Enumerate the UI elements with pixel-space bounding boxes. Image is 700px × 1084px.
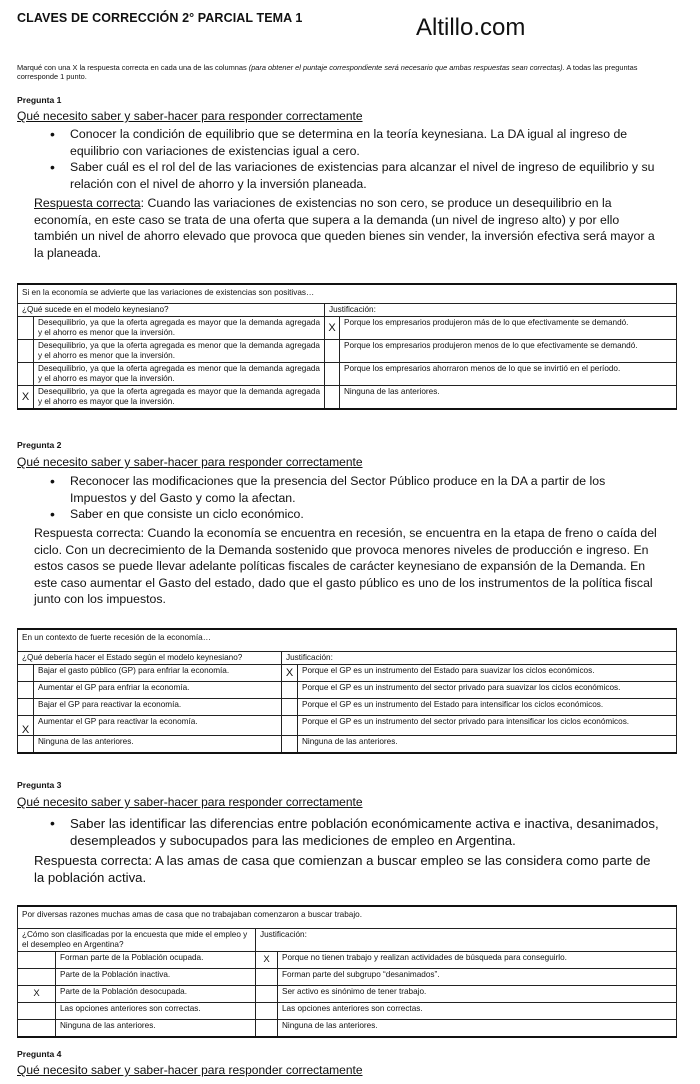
table-row — [18, 340, 677, 363]
answer-checkbox[interactable] — [18, 736, 34, 753]
justification-checkbox[interactable] — [282, 736, 298, 753]
question-1-answer — [34, 195, 664, 261]
option-text: Desequilibrio, ya que la oferta agregada es menor que la demanda agregada y el ahorro es menor que la inversión. — [34, 340, 325, 363]
table-row — [18, 665, 677, 682]
answer-checkbox[interactable] — [18, 682, 34, 699]
justification-checkbox[interactable] — [325, 340, 340, 363]
bullet-item: • Saber cuál es el rol del de las variaciones de existencias para alcanzar el nivel de ingreso de equilibrio y su relación con el nivel de ahorro y la inversión planeada. — [34, 159, 664, 192]
instructions-lead: Marqué con una X la respuesta correcta en cada una de las columnas — [17, 63, 247, 72]
justification-text: Porque no tienen trabajo y realizan actividades de búsqueda para conseguirlo. — [278, 952, 677, 969]
instructions-tail: A todas las preguntas corresponde 1 punto. — [17, 63, 638, 81]
answer-checkbox[interactable] — [18, 969, 56, 986]
justification-checkbox[interactable] — [325, 386, 340, 410]
justification-text: Ninguna de las anteriores. — [278, 1020, 677, 1037]
table-stem: Si en la economía se advierte que las variaciones de existencias son positivas… — [18, 284, 677, 304]
question-2-bullets — [34, 473, 664, 523]
option-text: Ninguna de las anteriores. — [34, 736, 282, 753]
bullet-item: • Conocer la condición de equilibrio que se determina en la teoría keynesiana. La DA igual al ingreso de equilibrio con variaciones de existencias igual a cero. — [34, 126, 664, 159]
answer-text: : Cuando las variaciones de existencias no son cero, se produce un desequilibrio en la economía, en este caso se trata de una oferta que supera a la demanda (un nivel de ingreso alto) y por ello también un nivel de ahorro elevado que provoca que queden bienes sin vender, la inversión efectiva será mayor a la planeada. — [34, 196, 655, 260]
justification-checkbox[interactable] — [282, 716, 298, 736]
justification-checkbox[interactable] — [256, 969, 278, 986]
answer-label: Respuesta correcta — [34, 196, 141, 210]
justification-text: Porque el GP es un instrumento del Estado para intensificar los ciclos económicos. — [298, 699, 677, 716]
justification-text: Ninguna de las anteriores. — [340, 386, 677, 410]
justification-text: Porque el GP es un instrumento del sector privado para suavizar los ciclos económicos. — [298, 682, 677, 699]
bullet-item: • Saber en que consiste un ciclo económico. — [34, 506, 664, 523]
option-text: Ninguna de las anteriores. — [56, 1020, 256, 1037]
question-2-answer: Respuesta correcta: Cuando la economía se encuentra en recesión, se encuentra en la etapa de freno o caída del ciclo. Con un decrecimiento de la Demanda sostenido que provoca menores niveles de producción e ingreso. En estos casos se puede llevar adelante políticas fiscales de carácter keynesiano de expansión de la Demanda. En este caso aumentar el Gasto del estado, dado que el gasto público es uno de los instrumentos de la política fiscal junto con los impuestos. — [34, 526, 657, 606]
table-row — [18, 386, 677, 410]
option-text: Aumentar el GP para enfriar la economía. — [34, 682, 282, 699]
justification-checkbox[interactable] — [256, 1003, 278, 1020]
option-text: Aumentar el GP para reactivar la economía. — [34, 716, 282, 736]
brand-logo-text: Altillo.com — [416, 14, 526, 41]
answer-checkbox[interactable] — [18, 1003, 56, 1020]
instructions — [17, 63, 677, 81]
justification-checkbox[interactable]: X — [256, 952, 278, 969]
question-4-label: Pregunta 4 — [17, 1049, 62, 1059]
answer-checkbox[interactable] — [18, 1020, 56, 1037]
answer-checkbox[interactable] — [18, 952, 56, 969]
question-2-table — [17, 628, 677, 754]
justification-checkbox[interactable] — [256, 986, 278, 1003]
answer-checkbox[interactable]: X — [18, 986, 56, 1003]
table-col2-header: Justificación: — [325, 304, 677, 317]
document-title: CLAVES DE CORRECCIÓN 2° PARCIAL TEMA 1 — [17, 11, 303, 25]
question-2-heading: Qué necesito saber y saber-hacer para responder correctamente — [17, 455, 363, 469]
table-col2-header: Justificación: — [256, 929, 677, 952]
table-row — [18, 716, 677, 736]
option-text: Las opciones anteriores son correctas. — [56, 1003, 256, 1020]
answer-checkbox[interactable] — [18, 363, 34, 386]
answer-checkbox[interactable]: X — [18, 716, 34, 736]
justification-text: Porque el GP es un instrumento del sector privado para intensificar los ciclos económicos. — [298, 716, 677, 736]
table-col1-header: ¿Qué sucede en el modelo keynesiano? — [18, 304, 325, 317]
justification-checkbox[interactable]: X — [282, 665, 298, 682]
table-row — [18, 1003, 677, 1020]
table-row — [18, 682, 677, 699]
option-text: Bajar el GP para reactivar la economía. — [34, 699, 282, 716]
table-col1-header: ¿Qué debería hacer el Estado según el modelo keynesiano? — [18, 652, 282, 665]
question-2-label: Pregunta 2 — [17, 440, 62, 450]
answer-checkbox[interactable] — [18, 665, 34, 682]
table-col2-header: Justificación: — [282, 652, 677, 665]
justification-checkbox[interactable]: X — [325, 317, 340, 340]
question-3-heading: Qué necesito saber y saber-hacer para responder correctamente — [17, 795, 363, 809]
justification-text: Porque el GP es un instrumento del Estado para suavizar los ciclos económicos. — [298, 665, 677, 682]
justification-text: Ser activo es sinónimo de tener trabajo. — [278, 986, 677, 1003]
option-text: Parte de la Población desocupada. — [56, 986, 256, 1003]
option-text: Bajar el gasto público (GP) para enfriar la economía. — [34, 665, 282, 682]
option-text: Forman parte de la Población ocupada. — [56, 952, 256, 969]
bullet-item: • Saber las identificar las diferencias entre población económicamente activa e inactiva, desanimados, desempleados y subocupados para las mediciones de empleo en Argentina. — [34, 815, 664, 849]
answer-checkbox[interactable]: X — [18, 386, 34, 410]
table-stem: Por diversas razones muchas amas de casa que no trabajaban comenzaron a buscar trabajo. — [18, 906, 677, 929]
question-4-heading: Qué necesito saber y saber-hacer para responder correctamente — [17, 1063, 363, 1077]
justification-text: Las opciones anteriores son correctas. — [278, 1003, 677, 1020]
instructions-italic: (para obtener el puntaje correspondiente será necesario que ambas respuestas sean correctas). — [248, 63, 565, 72]
option-text: Desequilibrio, ya que la oferta agregada es mayor que la demanda agregada y el ahorro es mayor que la inversión. — [34, 386, 325, 410]
question-1-label: Pregunta 1 — [17, 95, 62, 105]
justification-text: Ninguna de las anteriores. — [298, 736, 677, 753]
justification-text: Porque los empresarios produjeron menos de lo que efectivamente se demandó. — [340, 340, 677, 363]
question-1-table — [17, 283, 677, 410]
question-3-table — [17, 905, 677, 1038]
table-row — [18, 1020, 677, 1037]
table-row — [18, 736, 677, 753]
option-text: Parte de la Población inactiva. — [56, 969, 256, 986]
option-text: Desequilibrio, ya que la oferta agregada es menor que la demanda agregada y el ahorro es mayor que la inversión. — [34, 363, 325, 386]
table-row — [18, 969, 677, 986]
table-row — [18, 986, 677, 1003]
justification-checkbox[interactable] — [282, 699, 298, 716]
table-row — [18, 363, 677, 386]
justification-text: Porque los empresarios produjeron más de lo que efectivamente se demandó. — [340, 317, 677, 340]
table-row — [18, 952, 677, 969]
justification-text: Forman parte del subgrupo “desanimados”. — [278, 969, 677, 986]
option-text: Desequilibrio, ya que la oferta agregada es mayor que la demanda agregada y el ahorro es menor que la inversión. — [34, 317, 325, 340]
table-row — [18, 317, 677, 340]
justification-checkbox[interactable] — [256, 1020, 278, 1037]
bullet-item: • Reconocer las modificaciones que la presencia del Sector Público produce en la DA a partir de los Impuestos y del Gasto y como la afectan. — [34, 473, 664, 506]
answer-checkbox[interactable] — [18, 699, 34, 716]
justification-checkbox[interactable] — [282, 682, 298, 699]
table-col1-header: ¿Cómo son clasificadas por la encuesta que mide el empleo y el desempleo en Argentina? — [18, 929, 256, 952]
question-3-bullets — [34, 815, 664, 849]
question-1-heading: Qué necesito saber y saber-hacer para responder correctamente — [17, 109, 363, 123]
question-3-label: Pregunta 3 — [17, 780, 62, 790]
question-3-answer: Respuesta correcta: A las amas de casa que comienzan a buscar empleo se las considera como parte de la población activa. — [34, 853, 651, 885]
table-row — [18, 699, 677, 716]
answer-checkbox[interactable] — [18, 340, 34, 363]
answer-checkbox[interactable] — [18, 317, 34, 340]
justification-text: Porque los empresarios ahorraron menos de lo que se invirtió en el período. — [340, 363, 677, 386]
table-stem: En un contexto de fuerte recesión de la economía… — [18, 629, 677, 652]
question-1-bullets — [34, 126, 664, 192]
justification-checkbox[interactable] — [325, 363, 340, 386]
